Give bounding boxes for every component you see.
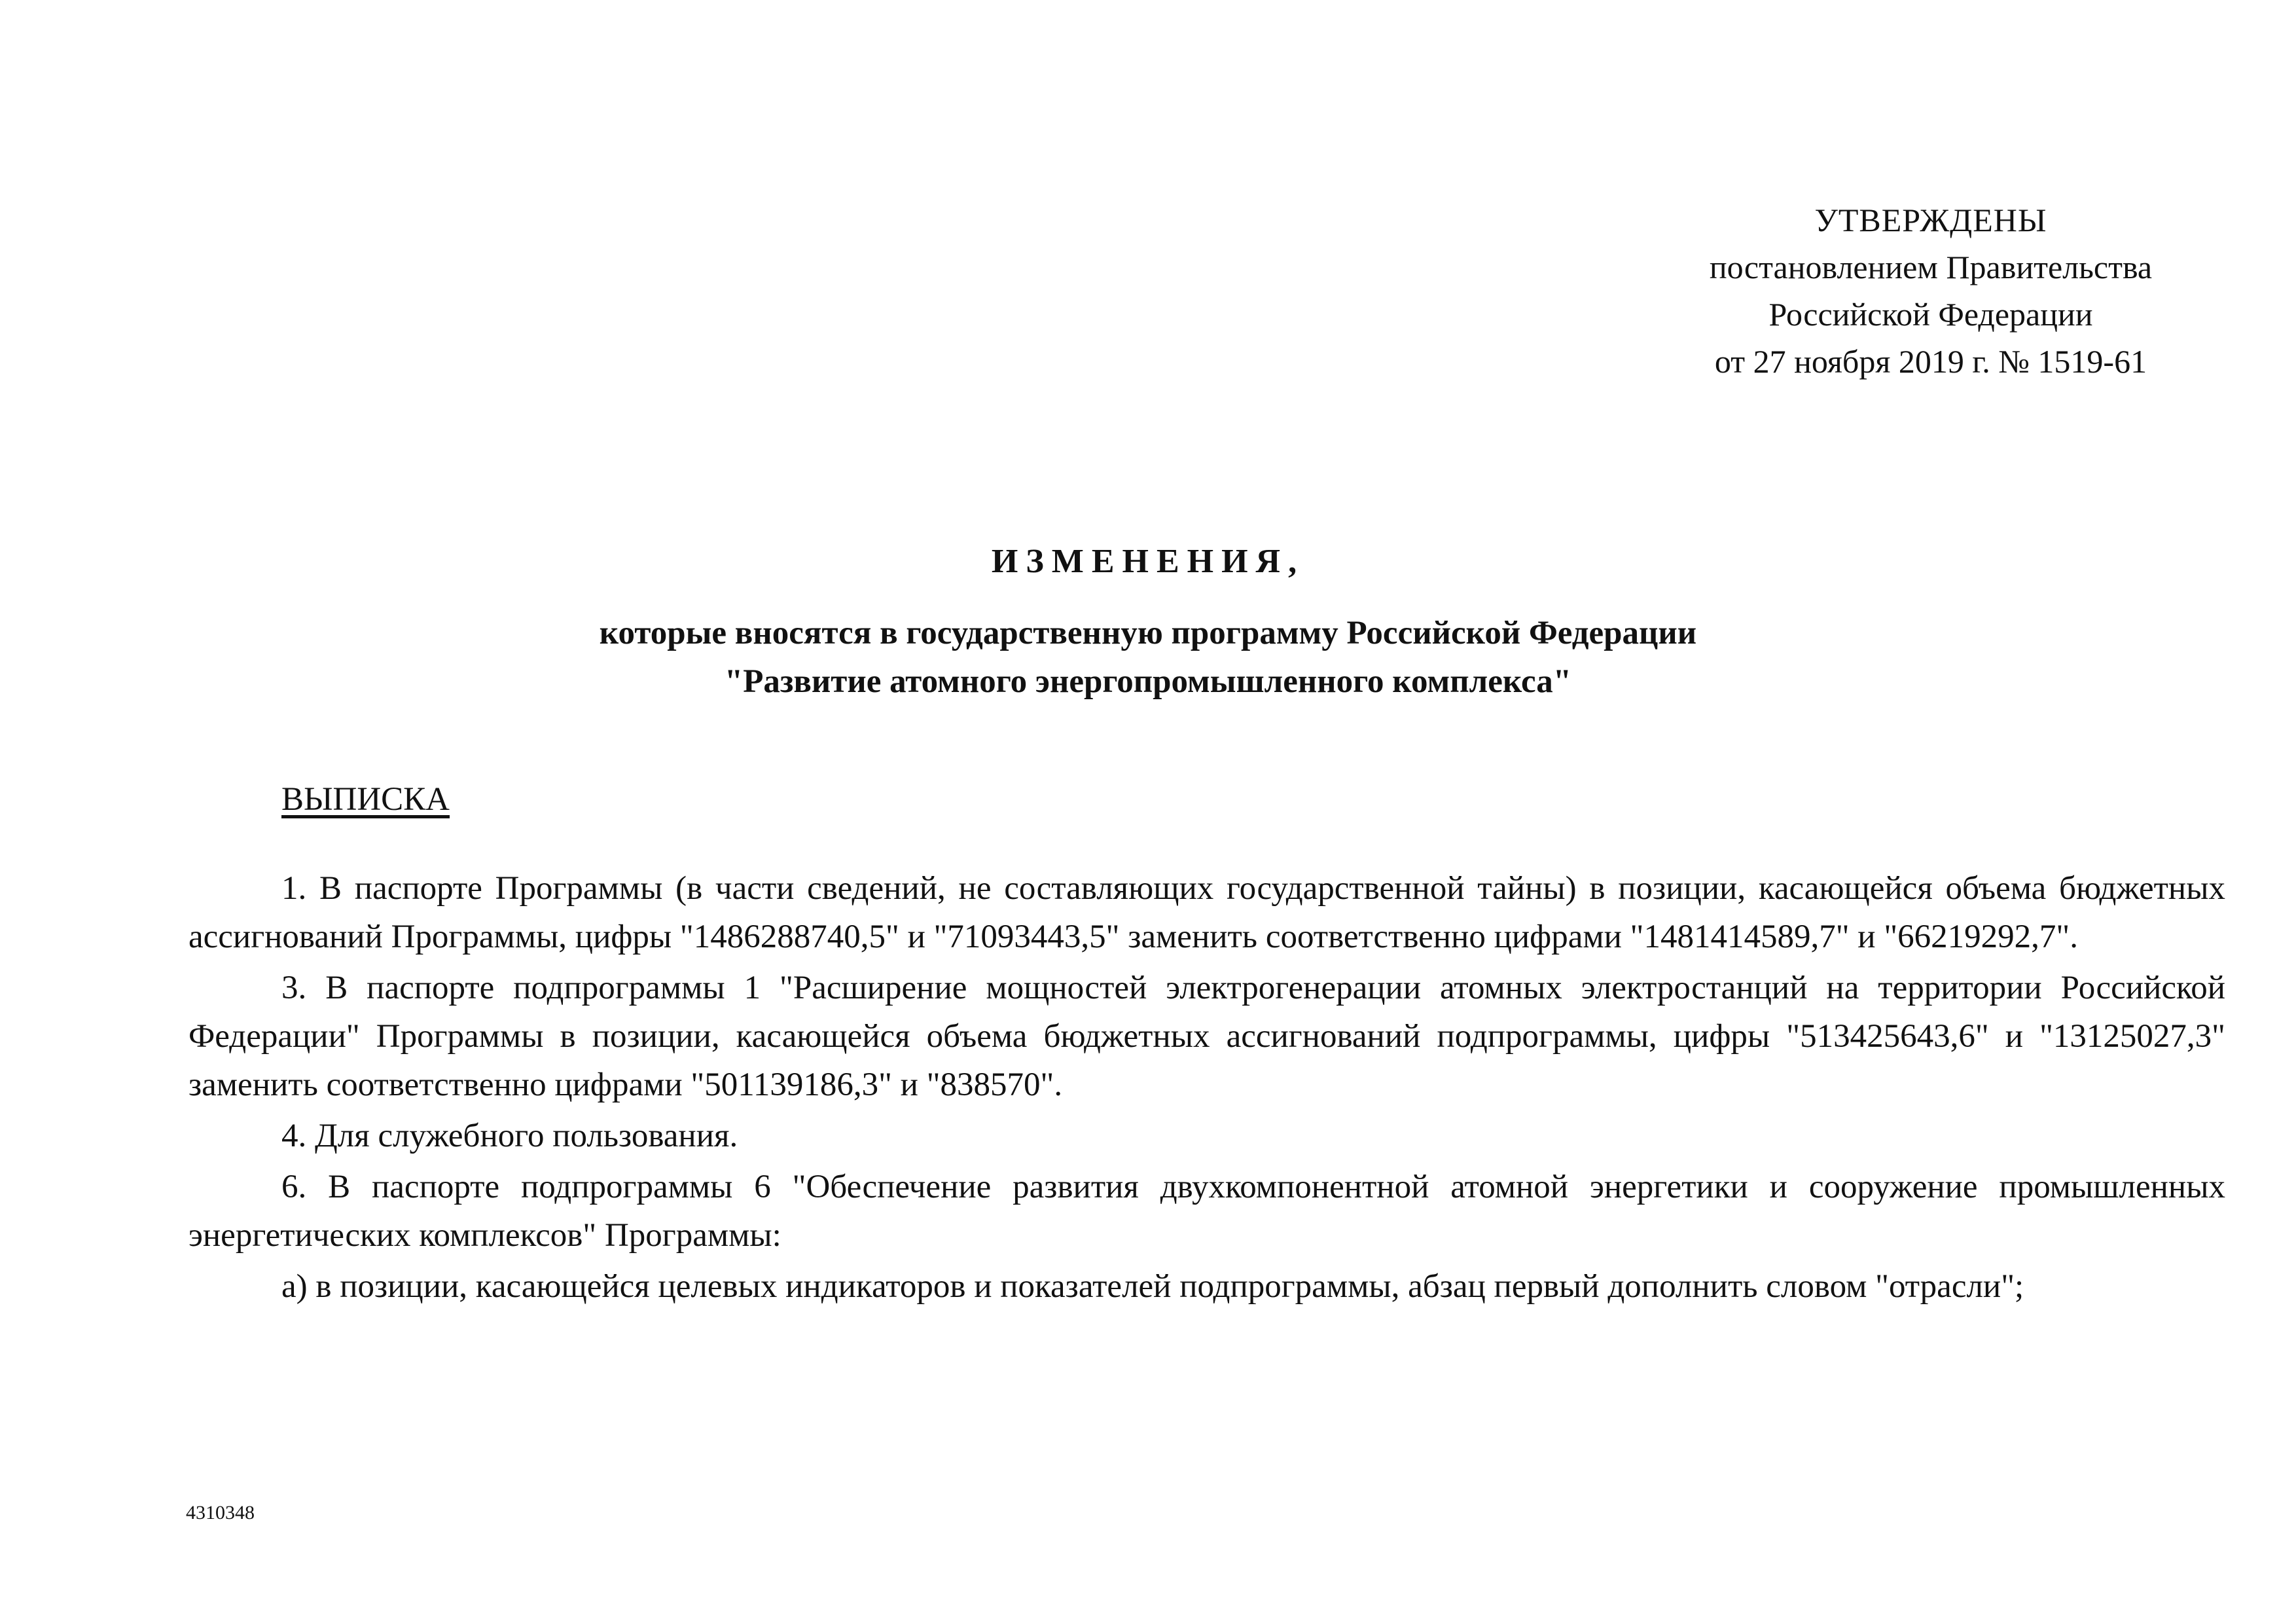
document-body <box>188 864 2225 1313</box>
paragraph-6: 6. В паспорте подпрограммы 6 "Обеспечение развития двухкомпонентной атомной энергетики и сооружение промышленных энергетических комплексов" Программы: <box>188 1169 2225 1254</box>
approval-title: УТВЕРЖДЕНЫ <box>1814 202 2047 238</box>
document-title: ИЗМЕНЕНИЯ, <box>991 543 1305 580</box>
extract-label: ВЫПИСКА <box>281 781 450 818</box>
paragraph-3: 3. В паспорте подпрограммы 1 "Расширение мощностей электрогенерации атомных электростанций на территории Российской Федерации" Программы в позиции, касающейся объема бюджетных ассигнований подпрограммы, цифры "513425643,6" и "13125027,3" заменить соответственно цифрами "501139186,3" и "838570". <box>188 970 2225 1103</box>
document-subtitle <box>0 609 2296 706</box>
paragraph-4: 4. Для служебного пользования. <box>281 1118 738 1154</box>
approval-block <box>1636 196 2225 385</box>
document-number: 4310348 <box>186 1502 255 1523</box>
subtitle-line-2: "Развитие атомного энергопромышленного комплекса" <box>724 663 1572 700</box>
approval-line-3: от 27 ноября 2019 г. № 1519-61 <box>1714 343 2147 380</box>
subtitle-line-1: которые вносятся в государственную программу Российской Федерации <box>599 615 1697 651</box>
paragraph-6a: а) в позиции, касающейся целевых индикаторов и показателей подпрограммы, абзац первый дополнить словом "отрасли"; <box>281 1268 2024 1305</box>
paragraph-1: 1. В паспорте Программы (в части сведений, не составляющих государственной тайны) в позиции, касающейся объема бюджетных ассигнований Программы, цифры "1486288740,5" и "71093443,5" заменить соответственно цифрами "1481414589,7" и "66219292,7". <box>188 870 2225 955</box>
approval-line-1: постановлением Правительства <box>1709 249 2153 285</box>
approval-line-2: Российской Федерации <box>1768 296 2093 333</box>
